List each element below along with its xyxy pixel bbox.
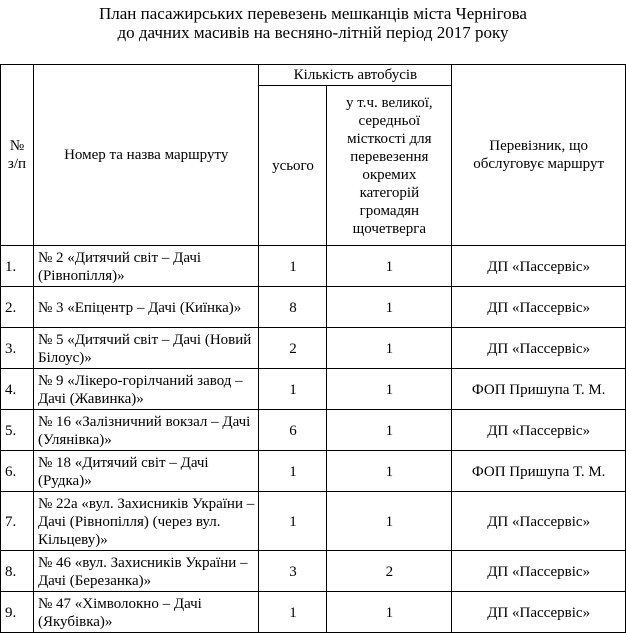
row-num: 1. (1, 246, 34, 287)
row-small: 1 (327, 451, 452, 492)
table-row (1, 592, 626, 633)
row-total: 2 (259, 328, 327, 369)
row-small: 1 (327, 369, 452, 410)
header-buses: Кількість автобусів (259, 65, 452, 86)
row-total: 1 (259, 246, 327, 287)
row-num: 4. (1, 369, 34, 410)
table-row (1, 451, 626, 492)
row-route: № 5 «Дитячий світ – Дачі (Новий Білоус)» (33, 328, 259, 369)
row-carrier: ФОП Пришупа Т. М. (452, 369, 626, 410)
row-route: № 2 «Дитячий світ – Дачі (Рівнопілля)» (33, 246, 259, 287)
row-route: № 16 «Залізничний вокзал – Дачі (Улянівка)» (33, 410, 259, 451)
row-num: 7. (1, 492, 34, 551)
row-total: 1 (259, 451, 327, 492)
row-total: 3 (259, 551, 327, 592)
header-route: Номер та назва маршруту (33, 65, 259, 246)
row-carrier: ДП «Пассервіс» (452, 592, 626, 633)
row-small: 1 (327, 287, 452, 328)
row-small: 1 (327, 246, 452, 287)
row-route: № 9 «Лікеро-горілчаний завод – Дачі (Жавинка)» (33, 369, 259, 410)
row-carrier: ДП «Пассервіс» (452, 246, 626, 287)
table-row (1, 369, 626, 410)
row-small: 2 (327, 551, 452, 592)
row-num: 3. (1, 328, 34, 369)
row-carrier: ДП «Пассервіс» (452, 410, 626, 451)
table-body (1, 246, 626, 633)
table-row (1, 246, 626, 287)
row-num: 6. (1, 451, 34, 492)
header-row-1 (1, 65, 626, 86)
row-small: 1 (327, 492, 452, 551)
row-route: № 22а «вул. Захисників України –Дачі (Рівнопілля) (через вул. Кільцеву)» (33, 492, 259, 551)
row-num: 5. (1, 410, 34, 451)
table-row (1, 492, 626, 551)
row-total: 6 (259, 410, 327, 451)
document-title (0, 4, 626, 42)
title-line-2: до дачних масивів на весняно-літній період 2017 року (117, 23, 509, 42)
row-total: 1 (259, 369, 327, 410)
row-route: № 3 «Епіцентр – Дачі (Киїнка)» (33, 287, 259, 328)
row-carrier: ДП «Пассервіс» (452, 551, 626, 592)
row-small: 1 (327, 410, 452, 451)
header-carrier: Перевізник, що обслуговує маршрут (452, 65, 626, 246)
table-row (1, 287, 626, 328)
row-carrier: ДП «Пассервіс» (452, 287, 626, 328)
table-row (1, 328, 626, 369)
row-num: 8. (1, 551, 34, 592)
table-row (1, 551, 626, 592)
row-small: 1 (327, 592, 452, 633)
row-small: 1 (327, 328, 452, 369)
row-route: № 47 «Хімволокно – Дачі (Якубівка)» (33, 592, 259, 633)
row-total: 1 (259, 492, 327, 551)
row-total: 8 (259, 287, 327, 328)
header-total: усього (259, 86, 327, 246)
row-route: № 18 «Дитячий світ – Дачі (Рудка)» (33, 451, 259, 492)
row-carrier: ДП «Пассервіс» (452, 492, 626, 551)
header-small: у т.ч. великої, середньої місткості для перевезення окремих категорій громадян щочетверга (327, 86, 452, 246)
row-carrier: ФОП Пришупа Т. М. (452, 451, 626, 492)
row-num: 2. (1, 287, 34, 328)
row-route: № 46 «вул. Захисників України – Дачі (Березанка)» (33, 551, 259, 592)
header-num: № з/п (1, 65, 34, 246)
title-line-1: План пасажирських перевезень мешканців міста Чернігова (99, 4, 527, 23)
row-total: 1 (259, 592, 327, 633)
row-carrier: ДП «Пассервіс» (452, 328, 626, 369)
routes-table (0, 64, 626, 633)
table-row (1, 410, 626, 451)
row-num: 9. (1, 592, 34, 633)
